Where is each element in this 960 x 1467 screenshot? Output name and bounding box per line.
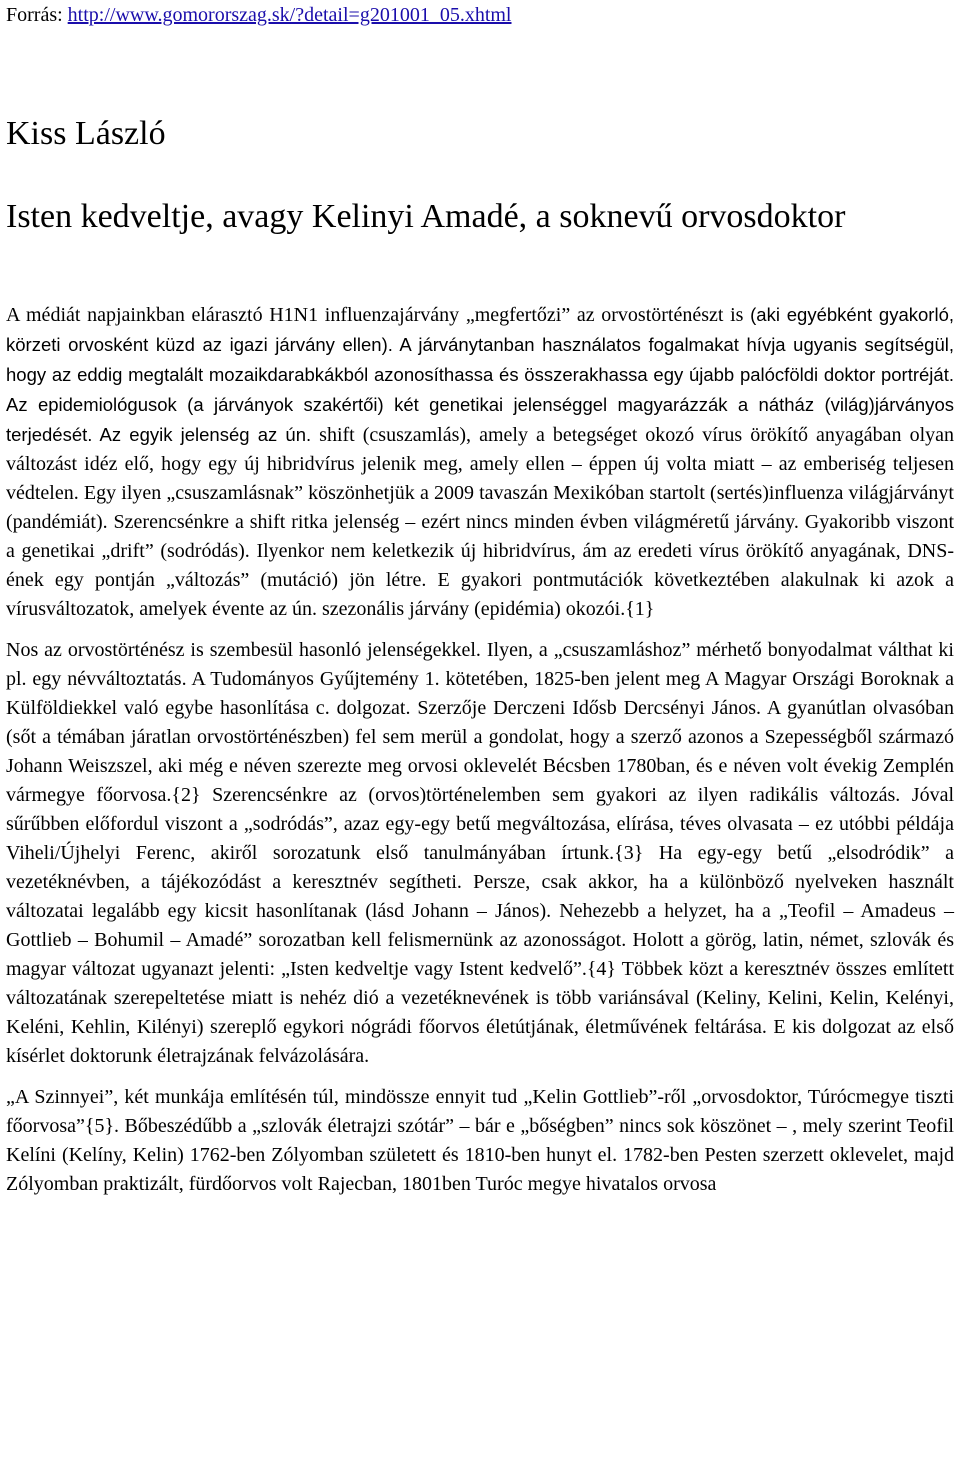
article-title: Isten kedveltje, avagy Kelinyi Amadé, a soknevű orvosdoktor: [6, 198, 846, 235]
paragraph-1-sentence-1: A médiát napjainkban elárasztó H1N1 influenzajárvány „megfertőzi” az orvostörténészt is: [6, 304, 744, 326]
paragraph-1: [6, 300, 954, 624]
source-label: Forrás:: [6, 4, 68, 26]
paragraph-3: „A Szinnyei”, két munkája említésén túl, mindössze ennyit tud „Kelin Gottlieb”-ről „orvosdoktor, Túrócmegye tiszti főorvosa”{5}. Bőbeszédűbb a „szlovák életrajzi szótár” – bár e „bőségben” nincs sok köszönet – , mely szerint Teofil Kelíni (Kelíny, Kelin) 1762-ben Zólyomban született és 1810-ben hunyt el. 1782-ben Pesten szerzett oklevelet, majd Zólyomban praktizált, fürdőorvos volt Rajecban, 1801ben Turóc megye hivatalos orvosa: [6, 1086, 954, 1195]
author-name: Kiss László: [6, 115, 166, 152]
source-link[interactable]: http://www.gomororszag.sk/?detail=g201001_05.xhtml: [67, 4, 512, 26]
source-line: [6, 0, 954, 28]
paragraph-1-sans-segment: (aki egyébként gyakorló, körzeti orvosként küzd az igazi járvány ellen). A járványtanban használatos fogalmakat hívja ugyanis segítségül, hogy az eddig megtalált mozaikdarabkákból azonosíthassa és összerakhassa egy újabb palócföldi doktor portréját. Az epidemiológusok (a járványok szakértői) két genetikai jelenséggel magyarázzák a nátház (világ)járványos terjedését. Az egyik jelenség az ún.: [6, 304, 954, 445]
document-page: [6, 0, 954, 1199]
paragraph-1-sentence-3: shift (csuszamlás), amely a betegséget okozó vírus örökítő anyagában olyan változást idéz elő, hogy egy új hibridvírus jelenik meg, amely ellen – éppen új volta miatt – az emberiség teljesen védtelen. Egy ilyen „csuszamlásnak” köszönhetjük a 2009 tavaszán Mexikóban startolt (sertés)influenza világjárványt (pandémiát). Szerencsénkre a shift ritka jelenség – ezért nincs minden évben világméretű járvány. Gyakoribb viszont a genetikai „drift” (sodródás). Ilyenkor nem keletkezik új hibridvírus, ám az eredeti vírus örökítő anyagának, DNS-ének egy pontján „változás” (mutáció) jön létre. E gyakori pontmutációk következtében alakulnak ki azok a vírusváltozatok, amelyek évente az ún. szezonális járvány (epidémia) okozói.{1}: [6, 424, 955, 620]
paragraph-2: Nos az orvostörténész is szembesül hasonló jelenségekkel. Ilyen, a „csuszamláshoz” mérhető bonyodalmat válthat ki pl. egy névváltoztatás. A Tudományos Gyűjtemény 1. kötetében, 1825-ben jelent meg A Magyar Országi Boroknak a Külföldiekkel való egybe hasonlítása c. dolgozat. Szerzője Derczeni Idősb Dercsényi János. A gyanútlan olvasóban (sőt a témában járatlan orvostörténészben) fel sem merül a gondolat, hogy a szerző azonos a Szepességből származó Johann Weiszszel, aki még e néven szerezte meg orvosi oklevelét Bécsben 1780ban, és e néven volt évekig Zemplén vármegye főorvosa.{2} Szerencsénkre az (orvos)történelemben sem gyakori az ilyen radikális változás. Jóval sűrűbben előfordul viszont a „sodródás”, azaz egy-egy betű megváltozása, elírása, téves olvasata – ez utóbbi példája Viheli/Újhelyi Ferenc, akiről sorozatunk első tanulmányában írtunk.{3} Ha egy-egy betű „elsodródik” a vezetéknévben, a tájékozódást a keresztnév segítheti. Persze, csak akkor, ha a különböző nyelveken használt változatai legalább egy kicsit hasonlítanak (lásd Johann – János). Nehezebb a helyzet, ha a „Teofil – Amadeus – Gottlieb – Bohumil – Amadé” sorozatban kell felismernünk az azonosságot. Holott a görög, latin, német, szlovák és magyar változat ugyanazt jelenti: „Isten kedveltje vagy Istent kedvelő”.{4} Többek közt a keresztnév összes említett változatának szerepeltetése miatt is nehéz dió a vezetéknevének is több variánsával (Keliny, Kelini, Kelin, Kelényi, Keléni, Kehlin, Kilényi) szereplő egykori nógrádi főorvos életútjának, életművének feltárása. E kis dolgozat az első kísérlet doktorunk életrajzának felvázolására.: [6, 639, 954, 1067]
